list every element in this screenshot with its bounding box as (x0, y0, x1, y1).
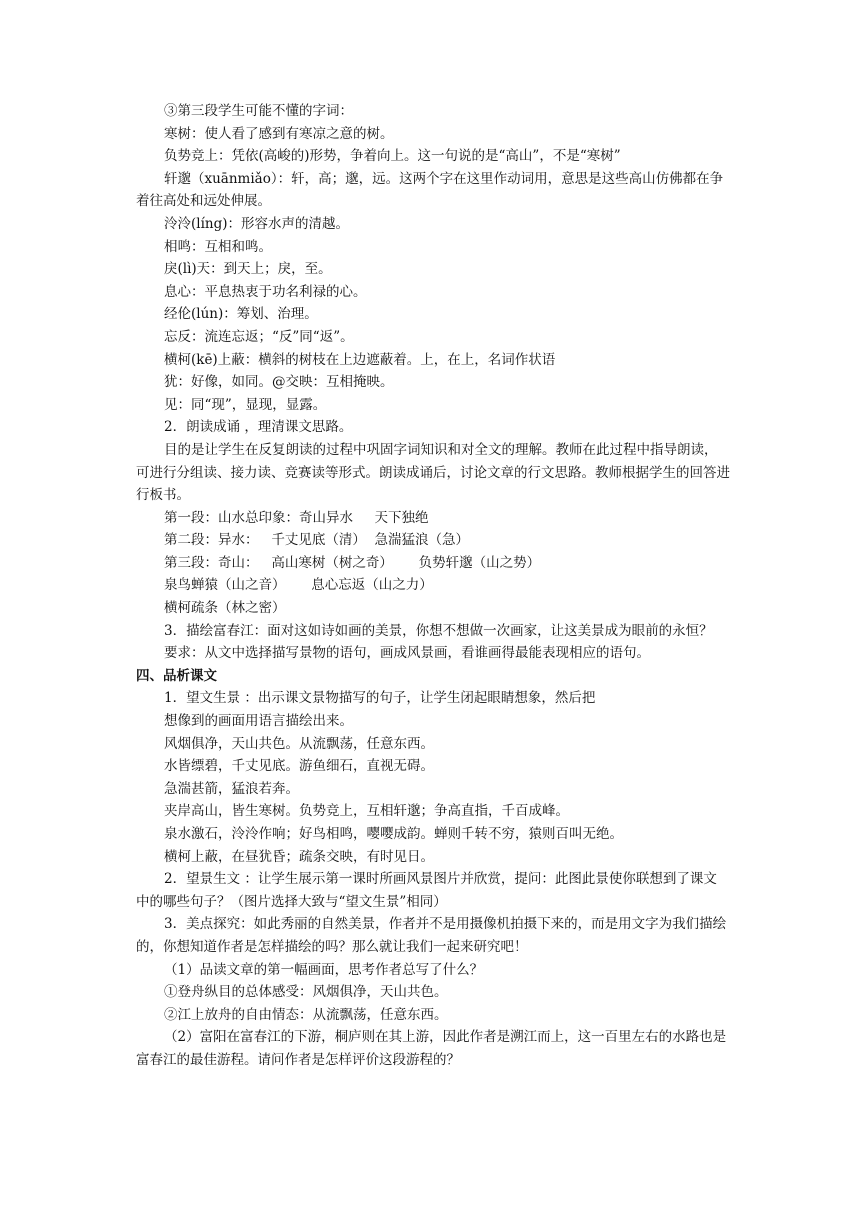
paragraph: 寒树：使人看了感到有寒凉之意的树。 (164, 125, 394, 142)
section-heading: 四、品析课文 (136, 667, 217, 684)
paragraph: 经伦(lún)：筹划、治理。 (164, 306, 318, 323)
paragraph: 戾(lì)天：到天上；戾，至。 (164, 261, 332, 278)
paragraph: 轩邈（xuānmiǎo）：轩，高；邈，远。这两个字在这里作动词用，意思是这些高山仿佛都在争着往高处和远处伸展。 (136, 170, 724, 210)
paragraph: 忘反：流连忘返；“反”同“返”。 (164, 328, 354, 345)
paragraph: 负势竞上：凭依(高峻的)形势，争着向上。这一句说的是“高山”，不是“寒树” (164, 148, 621, 165)
paragraph: 想像到的画面用语言描绘出来。 (164, 713, 353, 730)
paragraph: 泉水激石，泠泠作响；好鸟相鸣，嘤嘤成韵。蝉则千转不穷，猿则百叫无绝。 (164, 826, 623, 842)
paragraph: 息心：平息热衷于功名利禄的心。 (164, 283, 367, 300)
paragraph: （2）富阳在富春江的下游，桐庐则在其上游，因此作者是溯江而上，这一百里左右的水路也是富春江的最佳游程。请问作者是怎样评价这段游程的？ (136, 1029, 727, 1068)
paragraph: 要求：从文中选择描写景物的语句，画成风景画，看谁画得最能表现相应的语句。 (164, 645, 650, 662)
paragraph: 见：同“现”，显现，显露。 (164, 396, 327, 413)
paragraph: 2．望景生文 ：让学生展示第一课时所画风景图片并欣赏，提问：此图此景使你联想到了课文中的哪些句子？（图片选择大致与“望文生景”相同） (136, 871, 717, 910)
paragraph: 第三段：奇山： 高山寒树（树之奇） 负势轩邈（山之势） (164, 554, 541, 571)
paragraph: 风烟俱净，天山共色。从流飘荡，任意东西。 (164, 735, 434, 752)
paragraph: 第二段：异水： 千丈见底（清） 急湍猛浪（急） (164, 532, 469, 549)
paragraph: 3．描绘富春江：面对这如诗如画的美景，你想不想做一次画家，让这美景成为眼前的永恒？ (164, 622, 713, 639)
paragraph: 横柯上蔽，在昼犹昏；疏条交映，有时见日。 (164, 848, 434, 865)
paragraph: 夹岸高山，皆生寒树。负势竞上，互相轩邈；争高直指，千百成峰。 (164, 803, 569, 820)
paragraph: 目的是让学生在反复朗读的过程中巩固字词知识和对全文的理解。教师在此过程中指导朗读，可进行分组读、接力读、竞赛读等形式。朗读成诵后，讨论文章的行文思路。教师根据学生的回答进行板书。 (136, 441, 730, 504)
paragraph: 犹：好像，如同。@交映：互相掩映。 (164, 374, 394, 391)
paragraph: 横柯(kē)上蔽：横斜的树枝在上边遮蔽着。上，在上，名词作状语 (164, 351, 556, 368)
paragraph: 泠泠(líng)：形容水声的清越。 (164, 215, 350, 232)
paragraph: ②江上放舟的自由情态：从流飘荡，任意东西。 (164, 1006, 448, 1023)
paragraph: ③第三段学生可能不懂的字词： (164, 103, 353, 119)
paragraph: 3．美点探究：如此秀丽的自然美景，作者并不是用摄像机拍摄下来的，而是用文字为我们描绘的，你想知道作者是怎样描绘的吗？那么就让我们一起来研究吧！ (136, 916, 727, 955)
document-body (136, 100, 730, 1072)
paragraph: （1）品读文章的第一幅画面，思考作者总写了什么？ (164, 961, 484, 978)
paragraph: 1．望文生景 ：出示课文景物描写的句子，让学生闭起眼睛想象，然后把 (164, 690, 596, 707)
paragraph: 相鸣：互相和鸣。 (164, 238, 272, 255)
paragraph: 2．朗读成诵 ，理清课文思路。 (164, 419, 353, 436)
paragraph: 水皆缥碧，千丈见底。游鱼细石，直视无碍。 (164, 758, 434, 775)
paragraph: 第一段：山水总印象：奇山异水 天下独绝 (164, 509, 429, 526)
paragraph: 横柯疏条（林之密） (164, 600, 286, 617)
paragraph: 泉鸟蝉猿（山之音） 息心忘返（山之力） (164, 577, 433, 594)
paragraph: 急湍甚箭，猛浪若奔。 (164, 780, 299, 797)
paragraph: ①登舟纵目的总体感受：风烟俱净，天山共色。 (164, 984, 448, 1001)
